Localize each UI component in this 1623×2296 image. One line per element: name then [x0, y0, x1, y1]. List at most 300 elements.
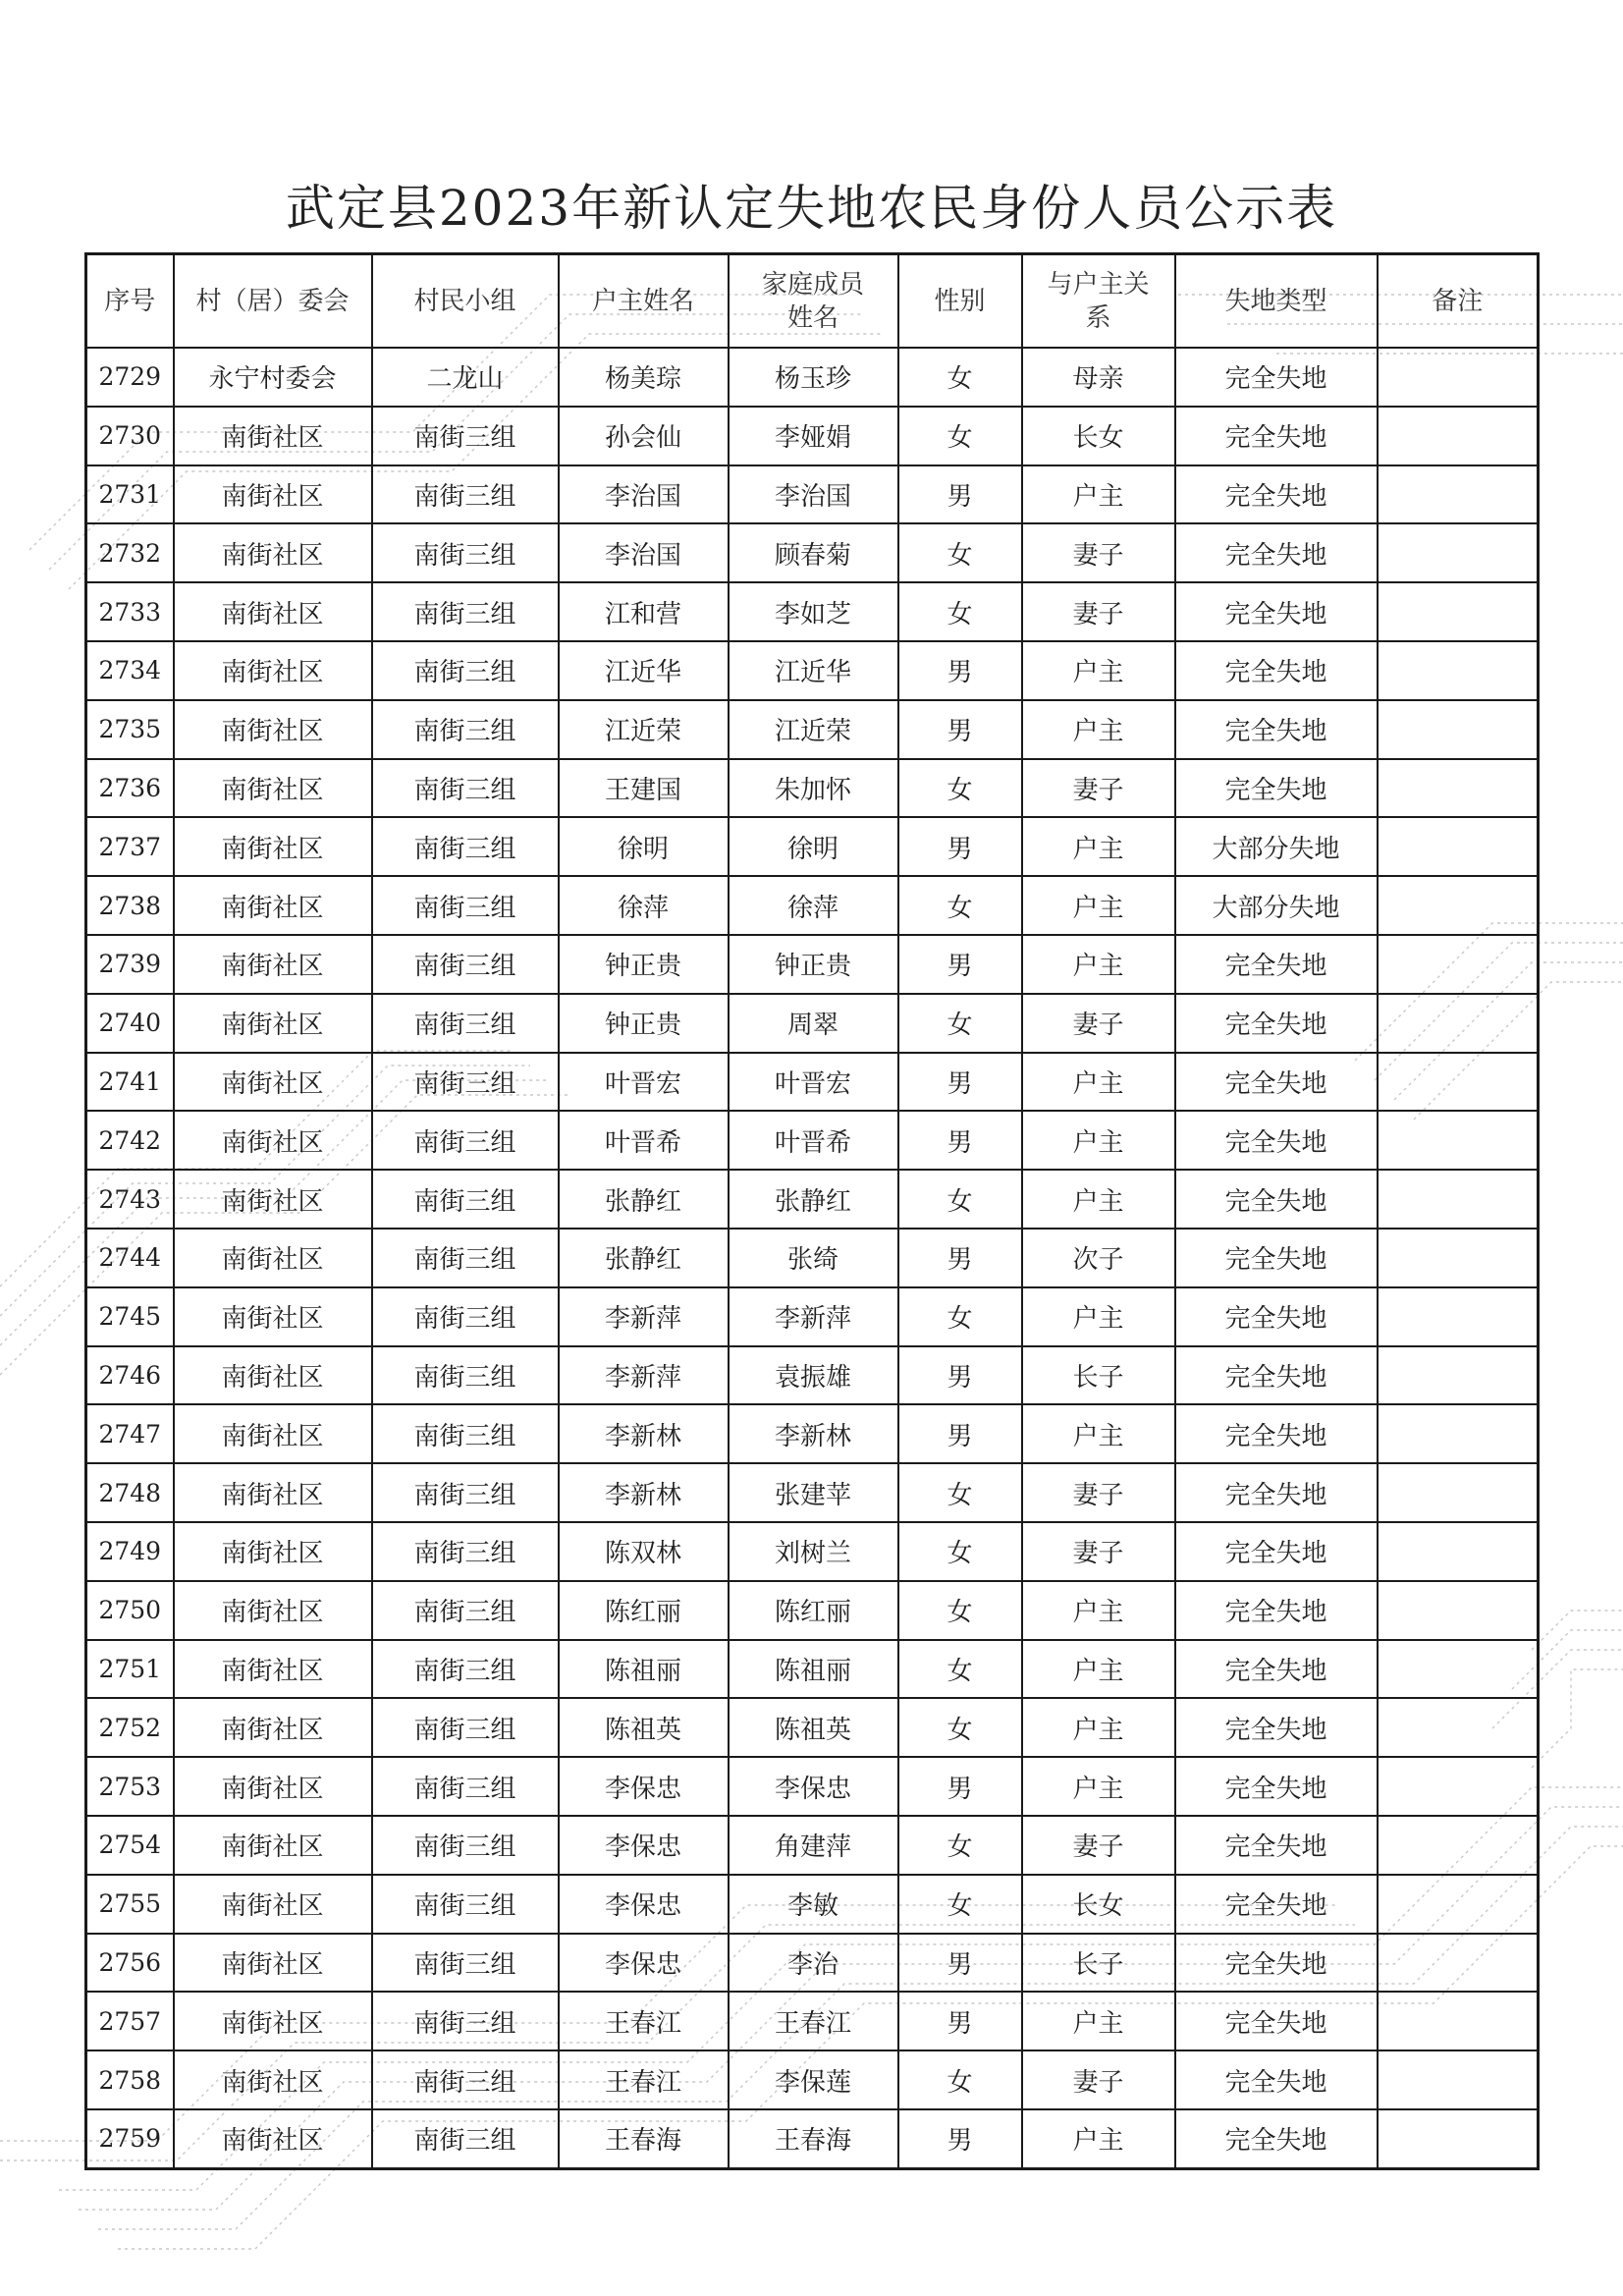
village-committee-cell: 南街社区	[174, 1992, 372, 2050]
householder-name-cell: 叶晋宏	[559, 1053, 729, 1112]
householder-name-cell: 王春江	[559, 2050, 729, 2109]
villager-group-cell: 南街三组	[372, 1698, 559, 1757]
relation-cell: 妻子	[1022, 1463, 1175, 1522]
land-loss-type-cell: 完全失地	[1175, 1698, 1378, 1757]
householder-name-cell: 陈祖丽	[559, 1640, 729, 1699]
land-loss-type-cell: 完全失地	[1175, 759, 1378, 818]
householder-name-cell: 钟正贵	[559, 994, 729, 1053]
index-cell: 2742	[86, 1111, 174, 1170]
remarks-cell	[1378, 1581, 1539, 1640]
gender-cell: 男	[898, 1404, 1022, 1463]
relation-cell: 户主	[1022, 700, 1175, 759]
village-committee-cell: 南街社区	[174, 1229, 372, 1287]
householder-name-cell: 孙会仙	[559, 407, 729, 465]
table-row	[86, 1522, 1539, 1581]
villager-group-cell: 南街三组	[372, 582, 559, 641]
land-loss-type-cell: 完全失地	[1175, 407, 1378, 465]
land-loss-type-cell: 完全失地	[1175, 1404, 1378, 1463]
family-member-name-cell: 袁振雄	[729, 1346, 898, 1405]
remarks-cell	[1378, 1522, 1539, 1581]
index-cell: 2731	[86, 465, 174, 524]
villager-group-cell: 南街三组	[372, 1287, 559, 1346]
land-loss-type-cell: 完全失地	[1175, 1875, 1378, 1934]
relation-cell: 户主	[1022, 2109, 1175, 2168]
gender-cell: 女	[898, 1522, 1022, 1581]
gender-cell: 男	[898, 935, 1022, 994]
land-loss-type-cell: 完全失地	[1175, 1640, 1378, 1699]
index-cell: 2738	[86, 876, 174, 935]
table-row	[86, 1170, 1539, 1229]
village-committee-cell: 南街社区	[174, 935, 372, 994]
table-row	[86, 1992, 1539, 2050]
gender-cell: 女	[898, 876, 1022, 935]
family-member-name-cell: 李治国	[729, 465, 898, 524]
table-row	[86, 1757, 1539, 1816]
villager-group-cell: 南街三组	[372, 1640, 559, 1699]
gender-cell: 女	[898, 994, 1022, 1053]
villager-group-cell: 南街三组	[372, 641, 559, 700]
table-row	[86, 935, 1539, 994]
relation-cell: 户主	[1022, 465, 1175, 524]
gender-cell: 女	[898, 582, 1022, 641]
householder-name-cell: 王建国	[559, 759, 729, 818]
index-cell: 2750	[86, 1581, 174, 1640]
land-loss-type-cell: 完全失地	[1175, 700, 1378, 759]
remarks-cell	[1378, 817, 1539, 876]
family-member-name-cell: 李治	[729, 1934, 898, 1993]
family-member-name-cell: 李保莲	[729, 2050, 898, 2109]
index-cell: 2749	[86, 1522, 174, 1581]
family-member-name-cell: 张绮	[729, 1229, 898, 1287]
householder-name-cell: 钟正贵	[559, 935, 729, 994]
land-loss-type-cell: 完全失地	[1175, 1757, 1378, 1816]
relation-cell: 户主	[1022, 1404, 1175, 1463]
householder-name-cell: 徐萍	[559, 876, 729, 935]
village-committee-cell: 南街社区	[174, 700, 372, 759]
relation-cell: 户主	[1022, 935, 1175, 994]
village-committee-cell: 南街社区	[174, 1698, 372, 1757]
village-committee-cell: 南街社区	[174, 1404, 372, 1463]
remarks-cell	[1378, 1698, 1539, 1757]
land-loss-type-cell: 完全失地	[1175, 1229, 1378, 1287]
relation-cell: 户主	[1022, 1581, 1175, 1640]
gender-cell: 女	[898, 1581, 1022, 1640]
relation-cell: 户主	[1022, 1698, 1175, 1757]
village-committee-cell: 南街社区	[174, 1053, 372, 1112]
villager-group-cell: 南街三组	[372, 1170, 559, 1229]
villager-group-cell: 南街三组	[372, 1992, 559, 2050]
family-member-name-cell: 李娅娟	[729, 407, 898, 465]
index-cell: 2747	[86, 1404, 174, 1463]
family-member-name-cell: 江近华	[729, 641, 898, 700]
land-loss-type-cell: 大部分失地	[1175, 876, 1378, 935]
land-loss-type-cell: 完全失地	[1175, 1111, 1378, 1170]
villager-group-cell: 南街三组	[372, 1346, 559, 1405]
column-header-family-member-name: 家庭成员姓名	[729, 254, 898, 349]
family-member-name-cell: 徐明	[729, 817, 898, 876]
householder-name-cell: 李保忠	[559, 1816, 729, 1875]
village-committee-cell: 南街社区	[174, 876, 372, 935]
land-loss-type-cell: 完全失地	[1175, 1170, 1378, 1229]
gender-cell: 女	[898, 759, 1022, 818]
village-committee-cell: 南街社区	[174, 1581, 372, 1640]
householder-name-cell: 张静红	[559, 1170, 729, 1229]
village-committee-cell: 南街社区	[174, 1934, 372, 1993]
index-cell: 2735	[86, 700, 174, 759]
relation-cell: 妻子	[1022, 582, 1175, 641]
remarks-cell	[1378, 1992, 1539, 2050]
householder-name-cell: 江和营	[559, 582, 729, 641]
remarks-cell	[1378, 935, 1539, 994]
table-row	[86, 2109, 1539, 2168]
villager-group-cell: 南街三组	[372, 1581, 559, 1640]
householder-name-cell: 叶晋希	[559, 1111, 729, 1170]
villager-group-cell: 南街三组	[372, 2050, 559, 2109]
family-member-name-cell: 李保忠	[729, 1757, 898, 1816]
table-row	[86, 1875, 1539, 1934]
village-committee-cell: 南街社区	[174, 1346, 372, 1405]
family-member-name-cell: 张静红	[729, 1170, 898, 1229]
remarks-cell	[1378, 407, 1539, 465]
villager-group-cell: 南街三组	[372, 523, 559, 582]
land-loss-type-cell: 完全失地	[1175, 348, 1378, 407]
remarks-cell	[1378, 1816, 1539, 1875]
table-row	[86, 641, 1539, 700]
householder-name-cell: 李新萍	[559, 1287, 729, 1346]
land-loss-type-cell: 完全失地	[1175, 1581, 1378, 1640]
gender-cell: 男	[898, 817, 1022, 876]
villager-group-cell: 南街三组	[372, 407, 559, 465]
remarks-cell	[1378, 1404, 1539, 1463]
villager-group-cell: 南街三组	[372, 2109, 559, 2168]
relation-cell: 户主	[1022, 1287, 1175, 1346]
gender-cell: 女	[898, 523, 1022, 582]
table-row	[86, 1229, 1539, 1287]
land-loss-type-cell: 完全失地	[1175, 2109, 1378, 2168]
remarks-cell	[1378, 1346, 1539, 1405]
village-committee-cell: 南街社区	[174, 2109, 372, 2168]
family-member-name-cell: 角建萍	[729, 1816, 898, 1875]
villager-group-cell: 南街三组	[372, 700, 559, 759]
remarks-cell	[1378, 2109, 1539, 2168]
index-cell: 2740	[86, 994, 174, 1053]
gender-cell: 女	[898, 1640, 1022, 1699]
family-member-name-cell: 陈祖丽	[729, 1640, 898, 1699]
village-committee-cell: 南街社区	[174, 759, 372, 818]
column-header-householder-name: 户主姓名	[559, 254, 729, 349]
column-header-land-loss-type: 失地类型	[1175, 254, 1378, 349]
gender-cell: 女	[898, 2050, 1022, 2109]
index-cell: 2730	[86, 407, 174, 465]
table-row	[86, 523, 1539, 582]
gender-cell: 女	[898, 1816, 1022, 1875]
remarks-cell	[1378, 1640, 1539, 1699]
relation-cell: 户主	[1022, 817, 1175, 876]
index-cell: 2752	[86, 1698, 174, 1757]
remarks-cell	[1378, 1463, 1539, 1522]
householder-name-cell: 张静红	[559, 1229, 729, 1287]
land-loss-type-cell: 完全失地	[1175, 641, 1378, 700]
remarks-cell	[1378, 1934, 1539, 1993]
index-cell: 2756	[86, 1934, 174, 1993]
remarks-cell	[1378, 759, 1539, 818]
village-committee-cell: 南街社区	[174, 1287, 372, 1346]
index-cell: 2733	[86, 582, 174, 641]
householder-name-cell: 李治国	[559, 465, 729, 524]
land-loss-type-cell: 完全失地	[1175, 935, 1378, 994]
householder-name-cell: 江近荣	[559, 700, 729, 759]
table-row	[86, 407, 1539, 465]
householder-name-cell: 李保忠	[559, 1757, 729, 1816]
family-member-name-cell: 江近荣	[729, 700, 898, 759]
family-member-name-cell: 李如芝	[729, 582, 898, 641]
remarks-cell	[1378, 1757, 1539, 1816]
villager-group-cell: 南街三组	[372, 1463, 559, 1522]
land-loss-type-cell: 完全失地	[1175, 1463, 1378, 1522]
family-member-name-cell: 叶晋希	[729, 1111, 898, 1170]
villager-group-cell: 南街三组	[372, 1522, 559, 1581]
villager-group-cell: 南街三组	[372, 1875, 559, 1934]
villager-group-cell: 南街三组	[372, 876, 559, 935]
villager-group-cell: 南街三组	[372, 759, 559, 818]
villager-group-cell: 二龙山	[372, 348, 559, 407]
land-loss-type-cell: 完全失地	[1175, 1287, 1378, 1346]
village-committee-cell: 南街社区	[174, 1875, 372, 1934]
remarks-cell	[1378, 523, 1539, 582]
villager-group-cell: 南街三组	[372, 1404, 559, 1463]
gender-cell: 男	[898, 1934, 1022, 1993]
relation-cell: 长女	[1022, 407, 1175, 465]
gender-cell: 男	[898, 1111, 1022, 1170]
land-loss-type-cell: 完全失地	[1175, 1816, 1378, 1875]
gender-cell: 男	[898, 465, 1022, 524]
householder-name-cell: 李保忠	[559, 1875, 729, 1934]
land-loss-type-cell: 完全失地	[1175, 1934, 1378, 1993]
table-row	[86, 876, 1539, 935]
index-cell: 2746	[86, 1346, 174, 1405]
gender-cell: 女	[898, 348, 1022, 407]
relation-cell: 长子	[1022, 1346, 1175, 1405]
column-header-index: 序号	[86, 254, 174, 349]
index-cell: 2741	[86, 1053, 174, 1112]
remarks-cell	[1378, 876, 1539, 935]
family-member-name-cell: 徐萍	[729, 876, 898, 935]
relation-cell: 户主	[1022, 1053, 1175, 1112]
land-loss-type-cell: 完全失地	[1175, 1053, 1378, 1112]
table-row	[86, 1934, 1539, 1993]
index-cell: 2743	[86, 1170, 174, 1229]
gender-cell: 男	[898, 1757, 1022, 1816]
table-row	[86, 1640, 1539, 1699]
villager-group-cell: 南街三组	[372, 935, 559, 994]
gender-cell: 男	[898, 700, 1022, 759]
village-committee-cell: 南街社区	[174, 1463, 372, 1522]
index-cell: 2751	[86, 1640, 174, 1699]
village-committee-cell: 南街社区	[174, 817, 372, 876]
gender-cell: 男	[898, 1229, 1022, 1287]
table-row	[86, 994, 1539, 1053]
table-row	[86, 1463, 1539, 1522]
land-loss-type-cell: 完全失地	[1175, 523, 1378, 582]
villager-group-cell: 南街三组	[372, 465, 559, 524]
table-row	[86, 1698, 1539, 1757]
remarks-cell	[1378, 465, 1539, 524]
gender-cell: 男	[898, 1053, 1022, 1112]
land-loss-type-cell: 完全失地	[1175, 1346, 1378, 1405]
relation-cell: 户主	[1022, 1992, 1175, 2050]
family-member-name-cell: 陈红丽	[729, 1581, 898, 1640]
roster-table	[84, 252, 1540, 2170]
villager-group-cell: 南街三组	[372, 1111, 559, 1170]
family-member-name-cell: 陈祖英	[729, 1698, 898, 1757]
family-member-name-cell: 王春海	[729, 2109, 898, 2168]
relation-cell: 妻子	[1022, 523, 1175, 582]
gender-cell: 女	[898, 1698, 1022, 1757]
family-member-name-cell: 李新林	[729, 1404, 898, 1463]
family-member-name-cell: 钟正贵	[729, 935, 898, 994]
page-title: 武定县2023年新认定失地农民身份人员公示表	[285, 180, 1338, 237]
gender-cell: 女	[898, 1170, 1022, 1229]
householder-name-cell: 李新萍	[559, 1346, 729, 1405]
land-loss-type-cell: 完全失地	[1175, 582, 1378, 641]
relation-cell: 户主	[1022, 1111, 1175, 1170]
relation-cell: 户主	[1022, 1757, 1175, 1816]
index-cell: 2739	[86, 935, 174, 994]
family-member-name-cell: 周翠	[729, 994, 898, 1053]
householder-name-cell: 陈红丽	[559, 1581, 729, 1640]
table-row	[86, 1111, 1539, 1170]
table-row	[86, 2050, 1539, 2109]
table-row	[86, 465, 1539, 524]
table-row	[86, 1581, 1539, 1640]
remarks-cell	[1378, 994, 1539, 1053]
relation-cell: 妻子	[1022, 1522, 1175, 1581]
villager-group-cell: 南街三组	[372, 817, 559, 876]
remarks-cell	[1378, 1875, 1539, 1934]
village-committee-cell: 南街社区	[174, 1170, 372, 1229]
villager-group-cell: 南街三组	[372, 1053, 559, 1112]
relation-cell: 户主	[1022, 641, 1175, 700]
village-committee-cell: 南街社区	[174, 994, 372, 1053]
table-row	[86, 1404, 1539, 1463]
column-header-relation: 与户主关系	[1022, 254, 1175, 349]
family-member-name-cell: 李敏	[729, 1875, 898, 1934]
land-loss-type-cell: 大部分失地	[1175, 817, 1378, 876]
family-member-name-cell: 杨玉珍	[729, 348, 898, 407]
villager-group-cell: 南街三组	[372, 1816, 559, 1875]
index-cell: 2734	[86, 641, 174, 700]
family-member-name-cell: 李新萍	[729, 1287, 898, 1346]
village-committee-cell: 南街社区	[174, 1522, 372, 1581]
householder-name-cell: 江近华	[559, 641, 729, 700]
relation-cell: 妻子	[1022, 1816, 1175, 1875]
land-loss-type-cell: 完全失地	[1175, 1522, 1378, 1581]
villager-group-cell: 南街三组	[372, 1934, 559, 1993]
village-committee-cell: 南街社区	[174, 2050, 372, 2109]
householder-name-cell: 李新林	[559, 1404, 729, 1463]
householder-name-cell: 王春海	[559, 2109, 729, 2168]
remarks-cell	[1378, 1170, 1539, 1229]
remarks-cell	[1378, 348, 1539, 407]
family-member-name-cell: 张建苹	[729, 1463, 898, 1522]
land-loss-type-cell: 完全失地	[1175, 994, 1378, 1053]
relation-cell: 次子	[1022, 1229, 1175, 1287]
relation-cell: 长女	[1022, 1875, 1175, 1934]
householder-name-cell: 李治国	[559, 523, 729, 582]
family-member-name-cell: 王春江	[729, 1992, 898, 2050]
gender-cell: 男	[898, 1992, 1022, 2050]
relation-cell: 母亲	[1022, 348, 1175, 407]
table-row	[86, 1346, 1539, 1405]
remarks-cell	[1378, 1229, 1539, 1287]
relation-cell: 长子	[1022, 1934, 1175, 1993]
index-cell: 2757	[86, 1992, 174, 2050]
householder-name-cell: 王春江	[559, 1992, 729, 2050]
villager-group-cell: 南街三组	[372, 994, 559, 1053]
table-row	[86, 817, 1539, 876]
index-cell: 2744	[86, 1229, 174, 1287]
header-row	[86, 254, 1539, 349]
remarks-cell	[1378, 1287, 1539, 1346]
index-cell: 2755	[86, 1875, 174, 1934]
village-committee-cell: 南街社区	[174, 1816, 372, 1875]
village-committee-cell: 南街社区	[174, 1111, 372, 1170]
index-cell: 2729	[86, 348, 174, 407]
householder-name-cell: 杨美琮	[559, 348, 729, 407]
householder-name-cell: 陈双林	[559, 1522, 729, 1581]
index-cell: 2759	[86, 2109, 174, 2168]
table-row	[86, 700, 1539, 759]
index-cell: 2736	[86, 759, 174, 818]
village-committee-cell: 南街社区	[174, 407, 372, 465]
index-cell: 2753	[86, 1757, 174, 1816]
index-cell: 2745	[86, 1287, 174, 1346]
relation-cell: 妻子	[1022, 2050, 1175, 2109]
village-committee-cell: 南街社区	[174, 523, 372, 582]
remarks-cell	[1378, 1053, 1539, 1112]
land-loss-type-cell: 完全失地	[1175, 2050, 1378, 2109]
relation-cell: 户主	[1022, 876, 1175, 935]
table-row	[86, 1053, 1539, 1112]
index-cell: 2748	[86, 1463, 174, 1522]
remarks-cell	[1378, 700, 1539, 759]
gender-cell: 女	[898, 1875, 1022, 1934]
gender-cell: 男	[898, 2109, 1022, 2168]
family-member-name-cell: 朱加怀	[729, 759, 898, 818]
table-row	[86, 1287, 1539, 1346]
index-cell: 2732	[86, 523, 174, 582]
villager-group-cell: 南街三组	[372, 1229, 559, 1287]
column-header-villager-group: 村民小组	[372, 254, 559, 349]
index-cell: 2758	[86, 2050, 174, 2109]
land-loss-type-cell: 完全失地	[1175, 465, 1378, 524]
column-header-village-committee: 村（居）委会	[174, 254, 372, 349]
villager-group-cell: 南街三组	[372, 1757, 559, 1816]
land-loss-type-cell: 完全失地	[1175, 1992, 1378, 2050]
village-committee-cell: 南街社区	[174, 1640, 372, 1699]
relation-cell: 户主	[1022, 1170, 1175, 1229]
village-committee-cell: 永宁村委会	[174, 348, 372, 407]
roster-body	[86, 348, 1539, 2168]
gender-cell: 男	[898, 1346, 1022, 1405]
gender-cell: 女	[898, 407, 1022, 465]
gender-cell: 女	[898, 1287, 1022, 1346]
family-member-name-cell: 刘树兰	[729, 1522, 898, 1581]
index-cell: 2754	[86, 1816, 174, 1875]
relation-cell: 妻子	[1022, 759, 1175, 818]
table-row	[86, 759, 1539, 818]
remarks-cell	[1378, 582, 1539, 641]
